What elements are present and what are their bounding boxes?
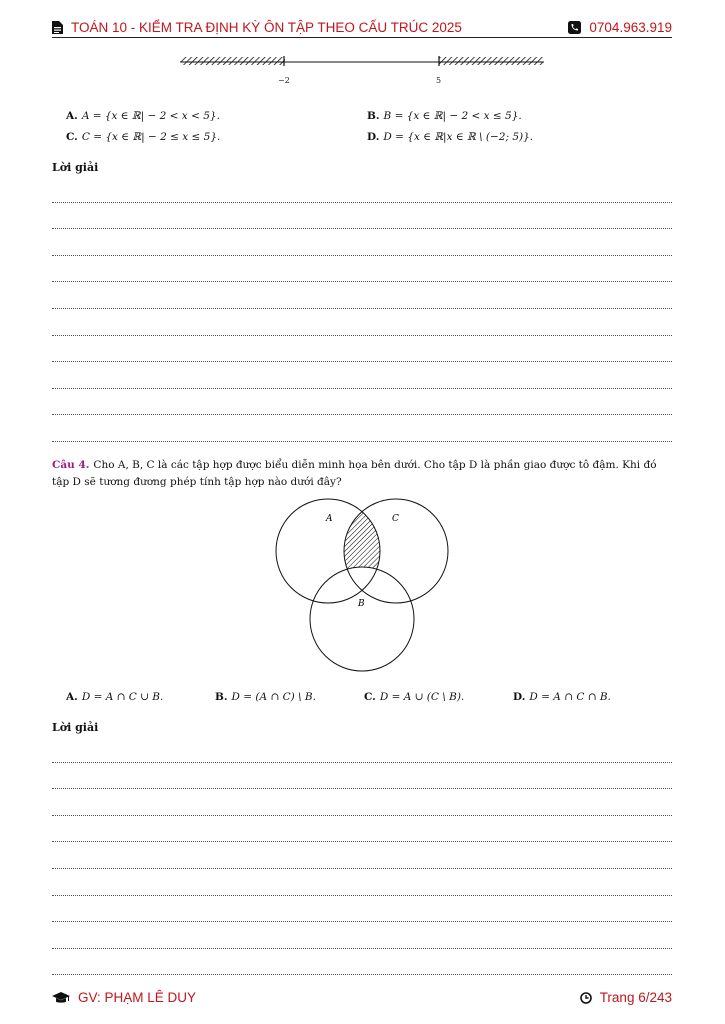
venn-graphic <box>268 494 458 674</box>
excluded-region-left <box>181 57 285 65</box>
q3-option-c[interactable]: C. C = {x ∈ ℝ| − 2 ≤ x ≤ 5}. <box>66 131 221 143</box>
q3-option-b[interactable]: B. B = {x ∈ ℝ| − 2 < x ≤ 5}. <box>367 110 522 122</box>
solution-label-q3: Lời giải <box>52 161 99 174</box>
answer-lines-q3[interactable] <box>52 176 672 442</box>
answer-lines-q4[interactable] <box>52 736 672 975</box>
number-line <box>0 50 725 90</box>
graduation-cap-icon <box>52 992 70 1004</box>
question-label: Câu 4. <box>52 459 90 471</box>
q4-option-d[interactable]: D. D = A ∩ C ∩ B. <box>513 691 611 703</box>
excluded-region-right <box>439 57 543 65</box>
phone-icon <box>568 21 581 34</box>
document-icon <box>52 21 63 34</box>
venn-label-c: C <box>392 514 399 524</box>
question-4 <box>52 457 672 491</box>
page-header <box>52 20 672 38</box>
footer-page: Trang 6/243 <box>599 990 672 1005</box>
q3-options <box>66 110 666 150</box>
q4-options <box>66 691 666 709</box>
header-phone: 0704.963.919 <box>589 20 672 35</box>
venn-label-b: B <box>358 599 365 609</box>
q3-option-d[interactable]: D. D = {x ∈ ℝ|x ∈ ℝ \ (−2; 5)}. <box>367 131 534 143</box>
tick-label-minus-two: −2 <box>278 76 290 85</box>
tick-label-five: 5 <box>436 76 442 85</box>
q3-option-a[interactable]: A. A = {x ∈ ℝ| − 2 < x < 5}. <box>66 110 220 122</box>
footer-author: GV: PHẠM LÊ DUY <box>78 990 197 1005</box>
solution-label-q4: Lời giải <box>52 721 99 734</box>
venn-diagram <box>268 494 458 678</box>
q4-option-c[interactable]: C. D = A ∪ (C \ B). <box>364 691 465 703</box>
venn-label-a: A <box>326 514 333 524</box>
q4-option-a[interactable]: A. D = A ∩ C ∪ B. <box>66 691 164 703</box>
question-text: Cho A, B, C là các tập hợp được biểu diễn minh họa bên dưới. Cho tập D là phần giao được tô đậm. Khi đó tập D sẽ tương đương phép tính tập hợp nào dưới đây? <box>52 459 657 488</box>
number-line-graphic <box>0 50 725 90</box>
header-title: TOÁN 10 - KIỂM TRA ĐỊNH KỲ ÔN TẬP THEO CẤU TRÚC 2025 <box>71 20 462 35</box>
clock-icon <box>580 992 592 1004</box>
q4-option-b[interactable]: B. D = (A ∩ C) \ B. <box>215 691 316 703</box>
page-footer <box>52 990 672 1008</box>
